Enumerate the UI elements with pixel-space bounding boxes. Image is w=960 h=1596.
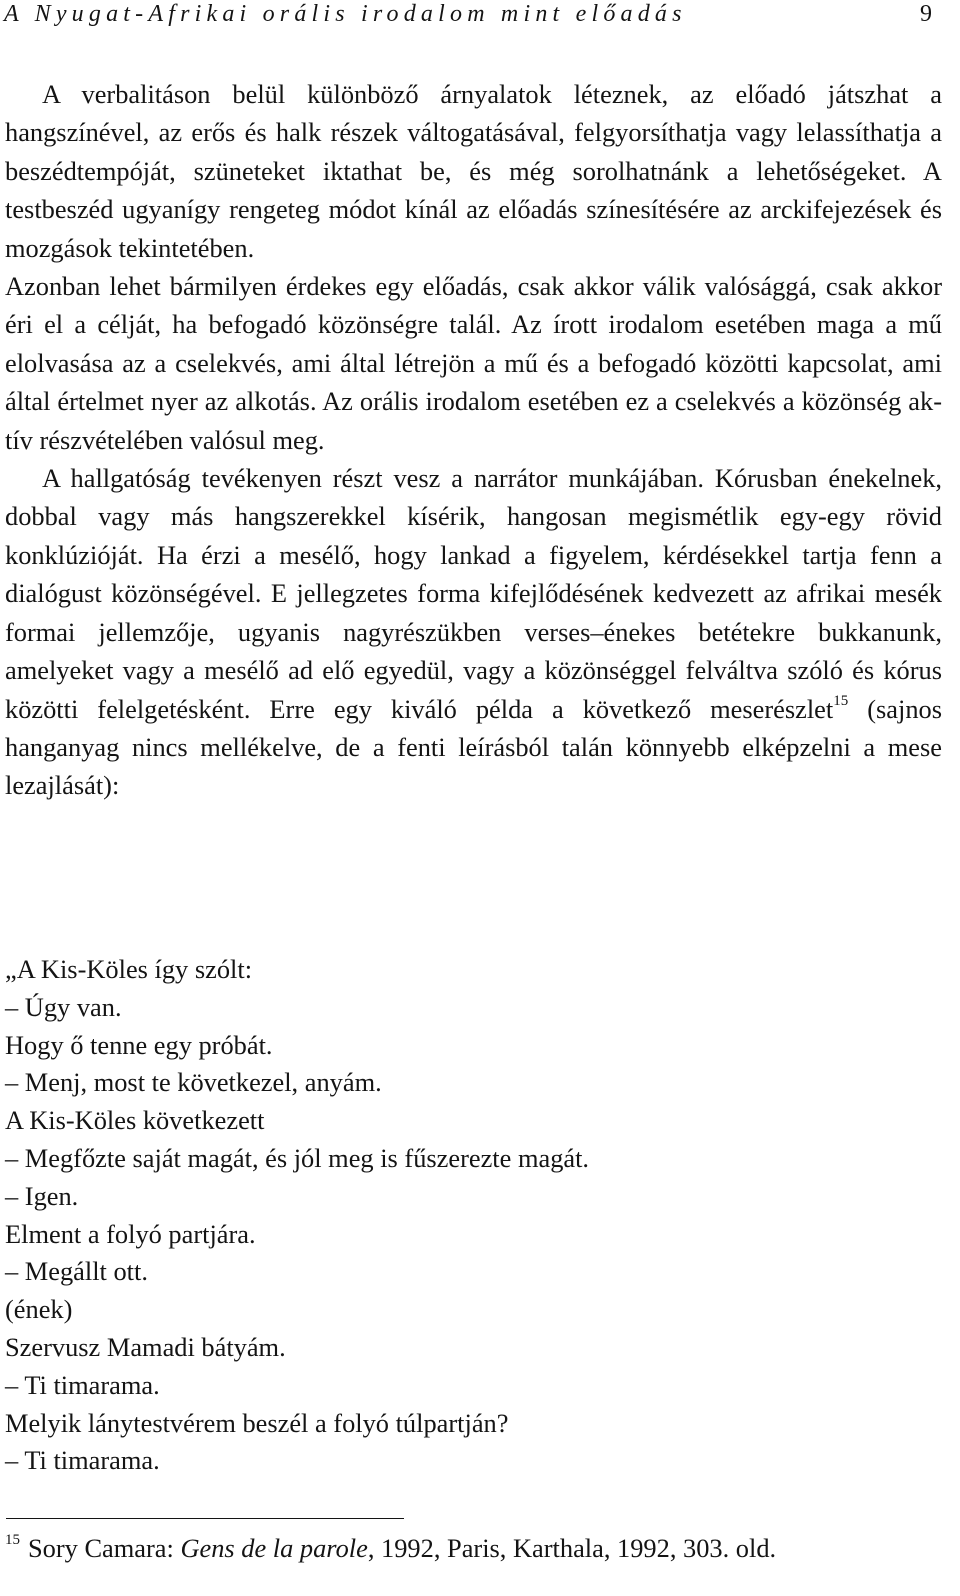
paragraph-1: A verbalitáson belül különböző árnyalatok léteznek, az előadó játszhat a hangszínével, az erős és halk részek váltogatásával, felgyorsíthatja vagy lelassíthatja a beszédtempóját, szüneteket iktathat be, és még sorolhatnánk a lehetőségeket. A testbeszéd ugyanígy rengeteg módot kínál az előadás színesítésére az arckifejezések és mozgások tekintetében. bbox=[5, 79, 942, 263]
poem-line: – Úgy van. bbox=[5, 991, 122, 1022]
poem-line: (ének) bbox=[5, 1294, 73, 1325]
paragraph-3-text: A hallgatóság tevékenyen részt vesz a narrátor munkájában. Kórusban énekelnek, dobbal vagy más hangszerekkel kísérik, hangosan megismétlik egy-egy rövid konklúzióját. Ha érzi a mesélő, hogy lankad a figyelem, kérdésekkel tartja fenn a dialógust közönségével. E jellegzetes forma kifejlődésének kedvezett az afrikai mesék formai jellemzője, ugyanis nagyrészükben verses–énekes betétekre bukkanunk, amelyeket vagy a mesélő ad elő egyedül, vagy a közönséggel felváltva szóló és kórus közötti felelgetésként. Erre egy kiváló példa a következő meserészlet bbox=[5, 463, 942, 724]
poem-line: – Ti timarama. bbox=[5, 1369, 160, 1400]
poem-line: Melyik lánytestvérem beszél a folyó túlpartján? bbox=[5, 1407, 509, 1438]
running-header bbox=[4, 0, 946, 30]
footnote-details: , 1992, Paris, Karthala, 1992, 303. old. bbox=[367, 1533, 777, 1563]
poem-line: A Kis-Köles következett bbox=[5, 1105, 265, 1136]
footnote-title: Gens de la parole bbox=[180, 1533, 368, 1563]
footnote-author: Sory Camara: bbox=[28, 1533, 181, 1563]
paragraph-3-text-continued: (sajnos hanganyag nincs mellékelve, de a fenti leírásból talán könnyebb elképzelni a mese lezajlását): bbox=[5, 693, 942, 801]
poem-line: – Igen. bbox=[5, 1180, 79, 1211]
poem-line: Hogy ő tenne egy próbát. bbox=[5, 1029, 273, 1060]
poem-line: „A Kis-Köles így szólt: bbox=[5, 954, 253, 984]
poem-line: Elment a folyó partjára. bbox=[5, 1218, 256, 1249]
paragraph-2: Azonban lehet bármilyen érdekes egy előadás, csak akkor válik valósággá, csak akkor éri el a célját, ha befogadó közönségre talál. Az írott irodalom esetében maga a mű elolvasása az a cselekvés, ami által létrejön a mű és a befogadó közötti kapcsolat, ami által értelmet nyer az alkotás. Az orális irodalom esetében ez a cselekvés a közönség aktív részvételében valósul meg. bbox=[5, 271, 942, 455]
poem-line: – Ti timarama. bbox=[5, 1445, 160, 1476]
footnote-divider bbox=[6, 1518, 404, 1519]
running-title: A Nyugat-Afrikai orális irodalom mint előadás bbox=[4, 1, 687, 27]
poem-line: Szervusz Mamadi bátyám. bbox=[5, 1331, 286, 1362]
body-text bbox=[5, 75, 942, 805]
footnote-number: 15 bbox=[5, 1532, 20, 1548]
poem-excerpt bbox=[5, 951, 942, 1480]
poem-line: – Megfőzte saját magát, és jól meg is fűszerezte magát. bbox=[5, 1142, 590, 1173]
footnote-reference[interactable]: 15 bbox=[833, 692, 849, 709]
poem-line: – Menj, most te következel, anyám. bbox=[5, 1067, 382, 1098]
page-number: 9 bbox=[920, 1, 932, 27]
poem-line: – Megállt ott. bbox=[5, 1256, 148, 1287]
paragraph-3 bbox=[5, 459, 942, 805]
footnote bbox=[5, 1530, 942, 1566]
